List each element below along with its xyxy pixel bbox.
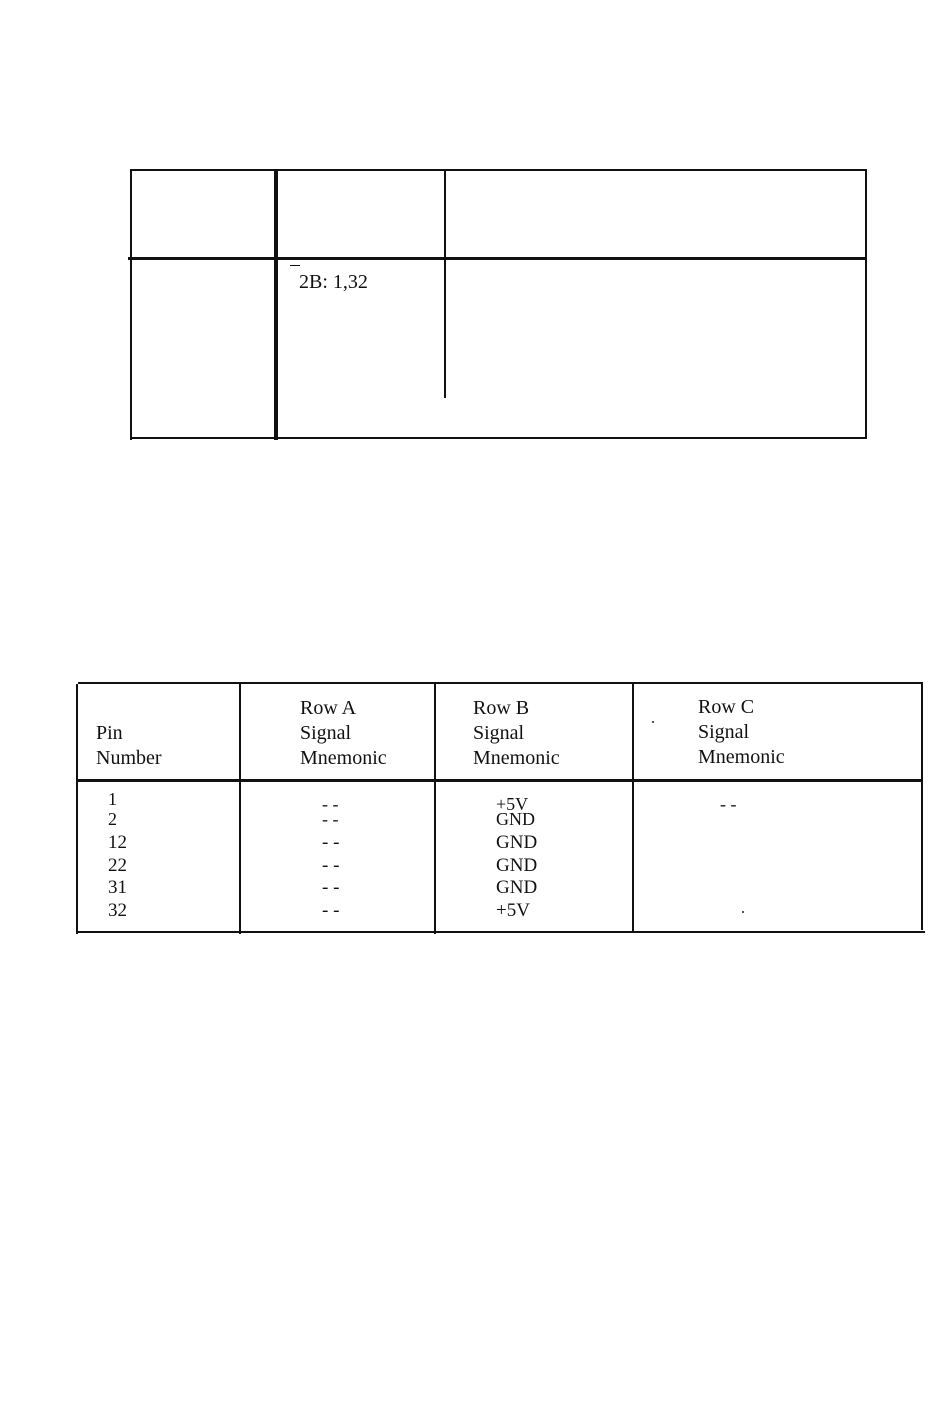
- row-b-cell: GND: [496, 855, 538, 876]
- pin-table-col-divider-1: [239, 684, 241, 934]
- top-table-border-right: [865, 169, 867, 439]
- row-c-cell: - -: [720, 794, 737, 814]
- row-a-cell: - -: [322, 832, 340, 853]
- row-a-header-line-2: Signal: [300, 722, 352, 744]
- pin-header-line-2: Number: [96, 747, 162, 769]
- pin-table-col-divider-2: [434, 684, 436, 934]
- top-table-border-left: [130, 169, 132, 440]
- pin-cell: 31: [108, 877, 127, 898]
- row-a-cell: - -: [322, 855, 340, 876]
- row-a-cell: - -: [322, 809, 339, 829]
- pin-cell: 12: [108, 832, 127, 853]
- row-a-cell: - -: [322, 877, 340, 898]
- row-b-header-line-3: Mnemonic: [473, 747, 560, 769]
- pin-table-col-divider-3: [632, 684, 634, 932]
- row-a-header-line-3: Mnemonic: [300, 747, 387, 769]
- top-table-border-top: [131, 169, 867, 171]
- row-b-header-line-2: Signal: [473, 722, 525, 744]
- top-table-col-divider: [444, 169, 446, 398]
- row-c-header-line-2: Signal: [698, 721, 750, 743]
- pin-header-line-1: Pin: [96, 722, 123, 744]
- row-b-cell: +5V: [496, 794, 529, 814]
- scan-speck-2: [742, 911, 744, 913]
- row-b-cell: GND: [496, 877, 538, 898]
- row-b-cell: GND: [496, 809, 535, 829]
- pin-table-border-right: [921, 682, 923, 930]
- scan-speck-1: [652, 721, 654, 723]
- top-table-header-rule: [128, 257, 867, 260]
- row-c-header-line-3: Mnemonic: [698, 746, 785, 768]
- top-table-thick-divider: [274, 169, 278, 440]
- row-a-cell: - -: [322, 794, 339, 814]
- row-a-header-line-1: Row A: [300, 697, 357, 719]
- pin-table-header-rule: [78, 779, 923, 782]
- row-b-cell: GND: [496, 832, 538, 853]
- pin-cell: 32: [108, 900, 127, 921]
- row-a-cell: - -: [322, 900, 340, 921]
- pin-cell: 22: [108, 855, 127, 876]
- top-table-cell-text: 2B: 1,32: [299, 271, 368, 293]
- pin-cell: 1: [108, 789, 117, 809]
- row-b-header-line-1: Row B: [473, 697, 530, 719]
- row-c-header-line-1: Row C: [698, 696, 755, 718]
- pin-table-border-bottom: [78, 931, 925, 933]
- pin-table-border-left: [76, 684, 78, 934]
- pin-cell: 2: [108, 809, 117, 829]
- top-table-border-bottom: [130, 437, 867, 439]
- top-table-small-mark: [290, 265, 300, 266]
- pin-table-border-top: [78, 682, 923, 684]
- row-b-cell: +5V: [496, 900, 530, 921]
